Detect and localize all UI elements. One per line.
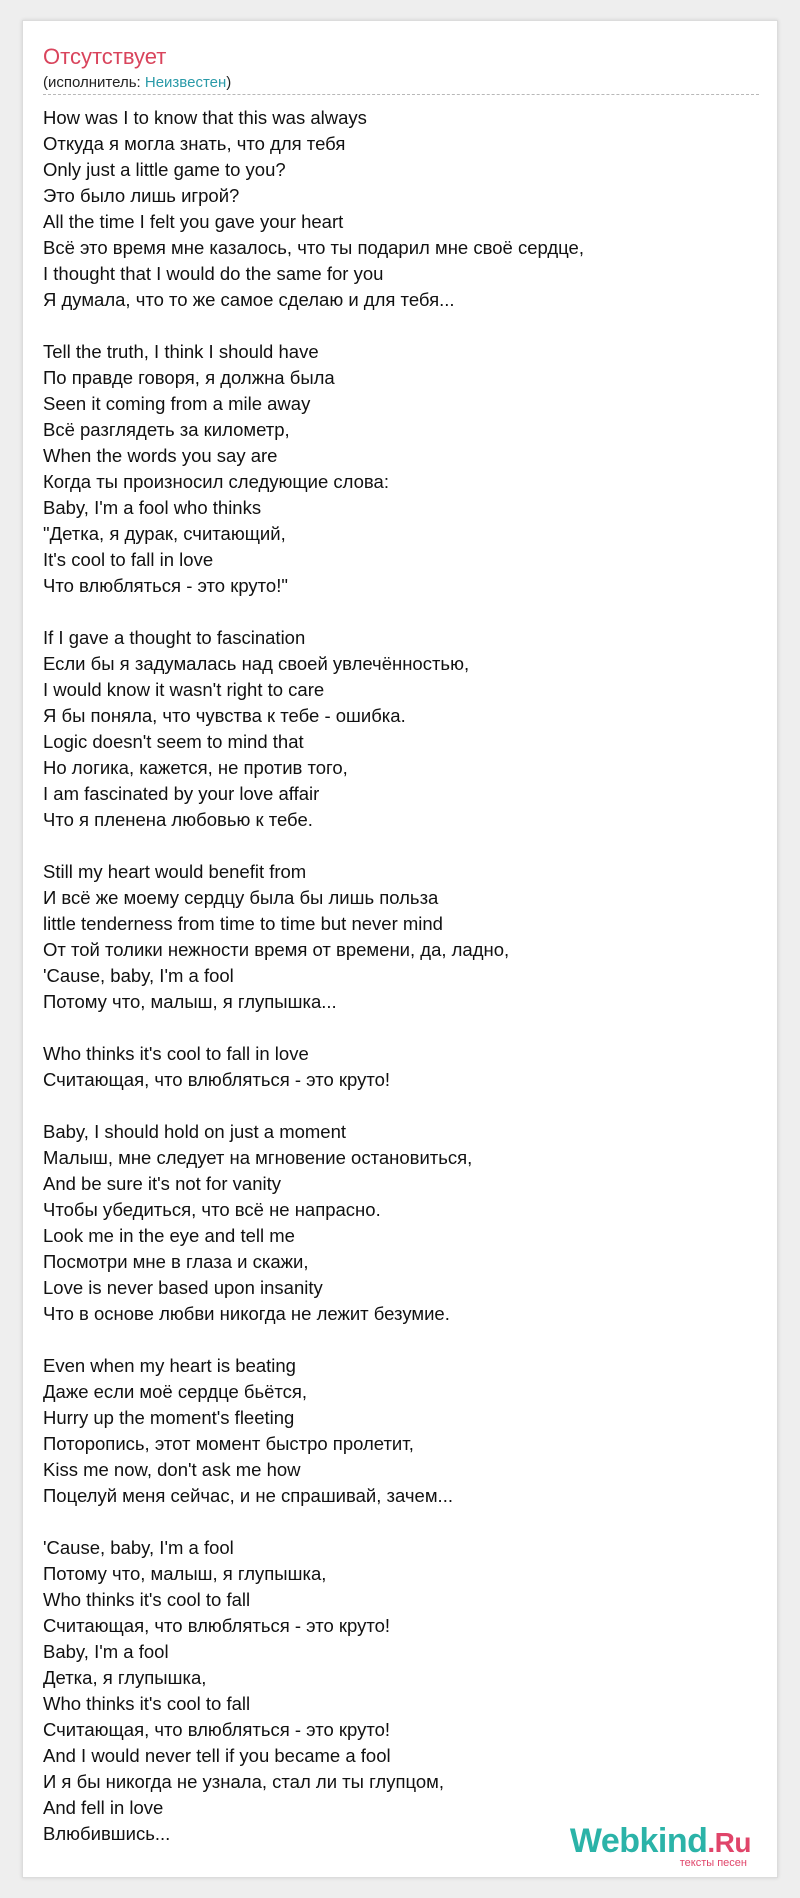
lyric-line: От той толики нежности время от времени, да, ладно, <box>43 939 510 960</box>
lyrics-stanza <box>43 1535 759 1847</box>
lyric-line: Что влюбляться - это круто!" <box>43 575 288 596</box>
artist-line <box>43 73 231 93</box>
lyric-line: Откуда я могла знать, что для тебя <box>43 133 346 154</box>
lyric-line: И я бы никогда не узнала, стал ли ты глупцом, <box>43 1771 445 1792</box>
lyric-line: Hurry up the moment's fleeting <box>43 1407 295 1428</box>
lyric-line: Я думала, что то же самое сделаю и для тебя... <box>43 289 455 310</box>
lyric-line: Считающая, что влюбляться - это круто! <box>43 1069 391 1090</box>
lyric-line: Потому что, малыш, я глупышка, <box>43 1563 327 1584</box>
lyric-line: Это было лишь игрой? <box>43 185 240 206</box>
logo-tld: .Ru <box>707 1827 751 1858</box>
lyrics-stanza <box>43 1353 759 1509</box>
lyrics-card <box>22 20 778 1878</box>
lyric-line: Посмотри мне в глаза и скажи, <box>43 1251 309 1272</box>
lyric-line: Когда ты произносил следующие слова: <box>43 471 389 492</box>
lyric-line: "Детка, я дурак, считающий, <box>43 523 286 544</box>
lyric-line: 'Cause, baby, I'm a fool <box>43 965 234 986</box>
lyrics-stanza <box>43 859 759 1015</box>
lyric-line: Baby, I'm a fool <box>43 1641 169 1662</box>
lyric-line: Всё это время мне казалось, что ты подарил мне своё сердце, <box>43 237 584 258</box>
lyric-line: Потому что, малыш, я глупышка... <box>43 991 337 1012</box>
lyric-line: If I gave a thought to fascination <box>43 627 306 648</box>
header-divider <box>43 94 759 95</box>
lyric-line: I would know it wasn't right to care <box>43 679 325 700</box>
artist-link[interactable]: Неизвестен <box>144 74 227 91</box>
lyric-line: Считающая, что влюбляться - это круто! <box>43 1719 391 1740</box>
lyric-line: Поторопись, этот момент быстро пролетит, <box>43 1433 414 1454</box>
song-title: Отсутствует <box>43 44 167 69</box>
lyric-line: Влюбившись... <box>43 1823 171 1844</box>
lyric-line: little tenderness from time to time but never mind <box>43 913 443 934</box>
lyric-line: Logic doesn't seem to mind that <box>43 731 304 752</box>
lyric-line: Who thinks it's cool to fall <box>43 1589 251 1610</box>
lyric-line: Что в основе любви никогда не лежит безумие. <box>43 1303 450 1324</box>
lyrics-stanza <box>43 1041 759 1093</box>
site-logo[interactable] <box>570 1823 751 1869</box>
lyric-line: По правде говоря, я должна была <box>43 367 335 388</box>
lyric-line: Love is never based upon insanity <box>43 1277 323 1298</box>
lyric-line: I thought that I would do the same for you <box>43 263 384 284</box>
lyric-line: Но логика, кажется, не против того, <box>43 757 348 778</box>
lyric-line: 'Cause, baby, I'm a fool <box>43 1537 234 1558</box>
lyric-line: Детка, я глупышка, <box>43 1667 207 1688</box>
lyric-line: Who thinks it's cool to fall in love <box>43 1043 309 1064</box>
logo-name: Webkind <box>569 1822 708 1860</box>
lyric-line: And be sure it's not for vanity <box>43 1173 281 1194</box>
lyric-line: And I would never tell if you became a fool <box>43 1745 391 1766</box>
lyric-line: I am fascinated by your love affair <box>43 783 320 804</box>
logo-tagline: тексты песен <box>679 1857 747 1869</box>
artist-suffix: ) <box>226 74 232 91</box>
lyric-line: Who thinks it's cool to fall <box>43 1693 251 1714</box>
lyric-line: And fell in love <box>43 1797 164 1818</box>
lyric-line: Still my heart would benefit from <box>43 861 307 882</box>
lyrics-stanza <box>43 339 759 599</box>
lyric-line: Kiss me now, don't ask me how <box>43 1459 301 1480</box>
lyric-line: Даже если моё сердце бьётся, <box>43 1381 308 1402</box>
lyrics-stanza <box>43 105 759 313</box>
lyric-line: Look me in the eye and tell me <box>43 1225 295 1246</box>
lyric-line: How was I to know that this was always <box>43 107 367 128</box>
lyric-line: Я бы поняла, что чувства к тебе - ошибка. <box>43 705 406 726</box>
lyric-line: Что я пленена любовью к тебе. <box>43 809 313 830</box>
lyric-line: Всё разглядеть за километр, <box>43 419 290 440</box>
lyric-line: Even when my heart is beating <box>43 1355 296 1376</box>
lyric-line: All the time I felt you gave your heart <box>43 211 344 232</box>
lyric-line: Малыш, мне следует на мгновение остановиться, <box>43 1147 473 1168</box>
lyric-line: Tell the truth, I think I should have <box>43 341 319 362</box>
lyric-line: When the words you say are <box>43 445 278 466</box>
lyrics-stanza <box>43 625 759 833</box>
lyric-line: Поцелуй меня сейчас, и не спрашивай, зачем... <box>43 1485 453 1506</box>
lyric-line: Baby, I should hold on just a moment <box>43 1121 347 1142</box>
lyric-line: Чтобы убедиться, что всё не напрасно. <box>43 1199 381 1220</box>
lyric-line: И всё же моему сердцу была бы лишь польза <box>43 887 439 908</box>
lyric-line: It's cool to fall in love <box>43 549 214 570</box>
lyric-line: Only just a little game to you? <box>43 159 286 180</box>
artist-prefix: (исполнитель: <box>43 74 145 91</box>
lyric-line: Считающая, что влюбляться - это круто! <box>43 1615 391 1636</box>
lyric-line: Baby, I'm a fool who thinks <box>43 497 262 518</box>
lyrics-body <box>43 105 759 1873</box>
lyric-line: Если бы я задумалась над своей увлечённостью, <box>43 653 470 674</box>
lyrics-stanza <box>43 1119 759 1327</box>
lyric-line: Seen it coming from a mile away <box>43 393 311 414</box>
